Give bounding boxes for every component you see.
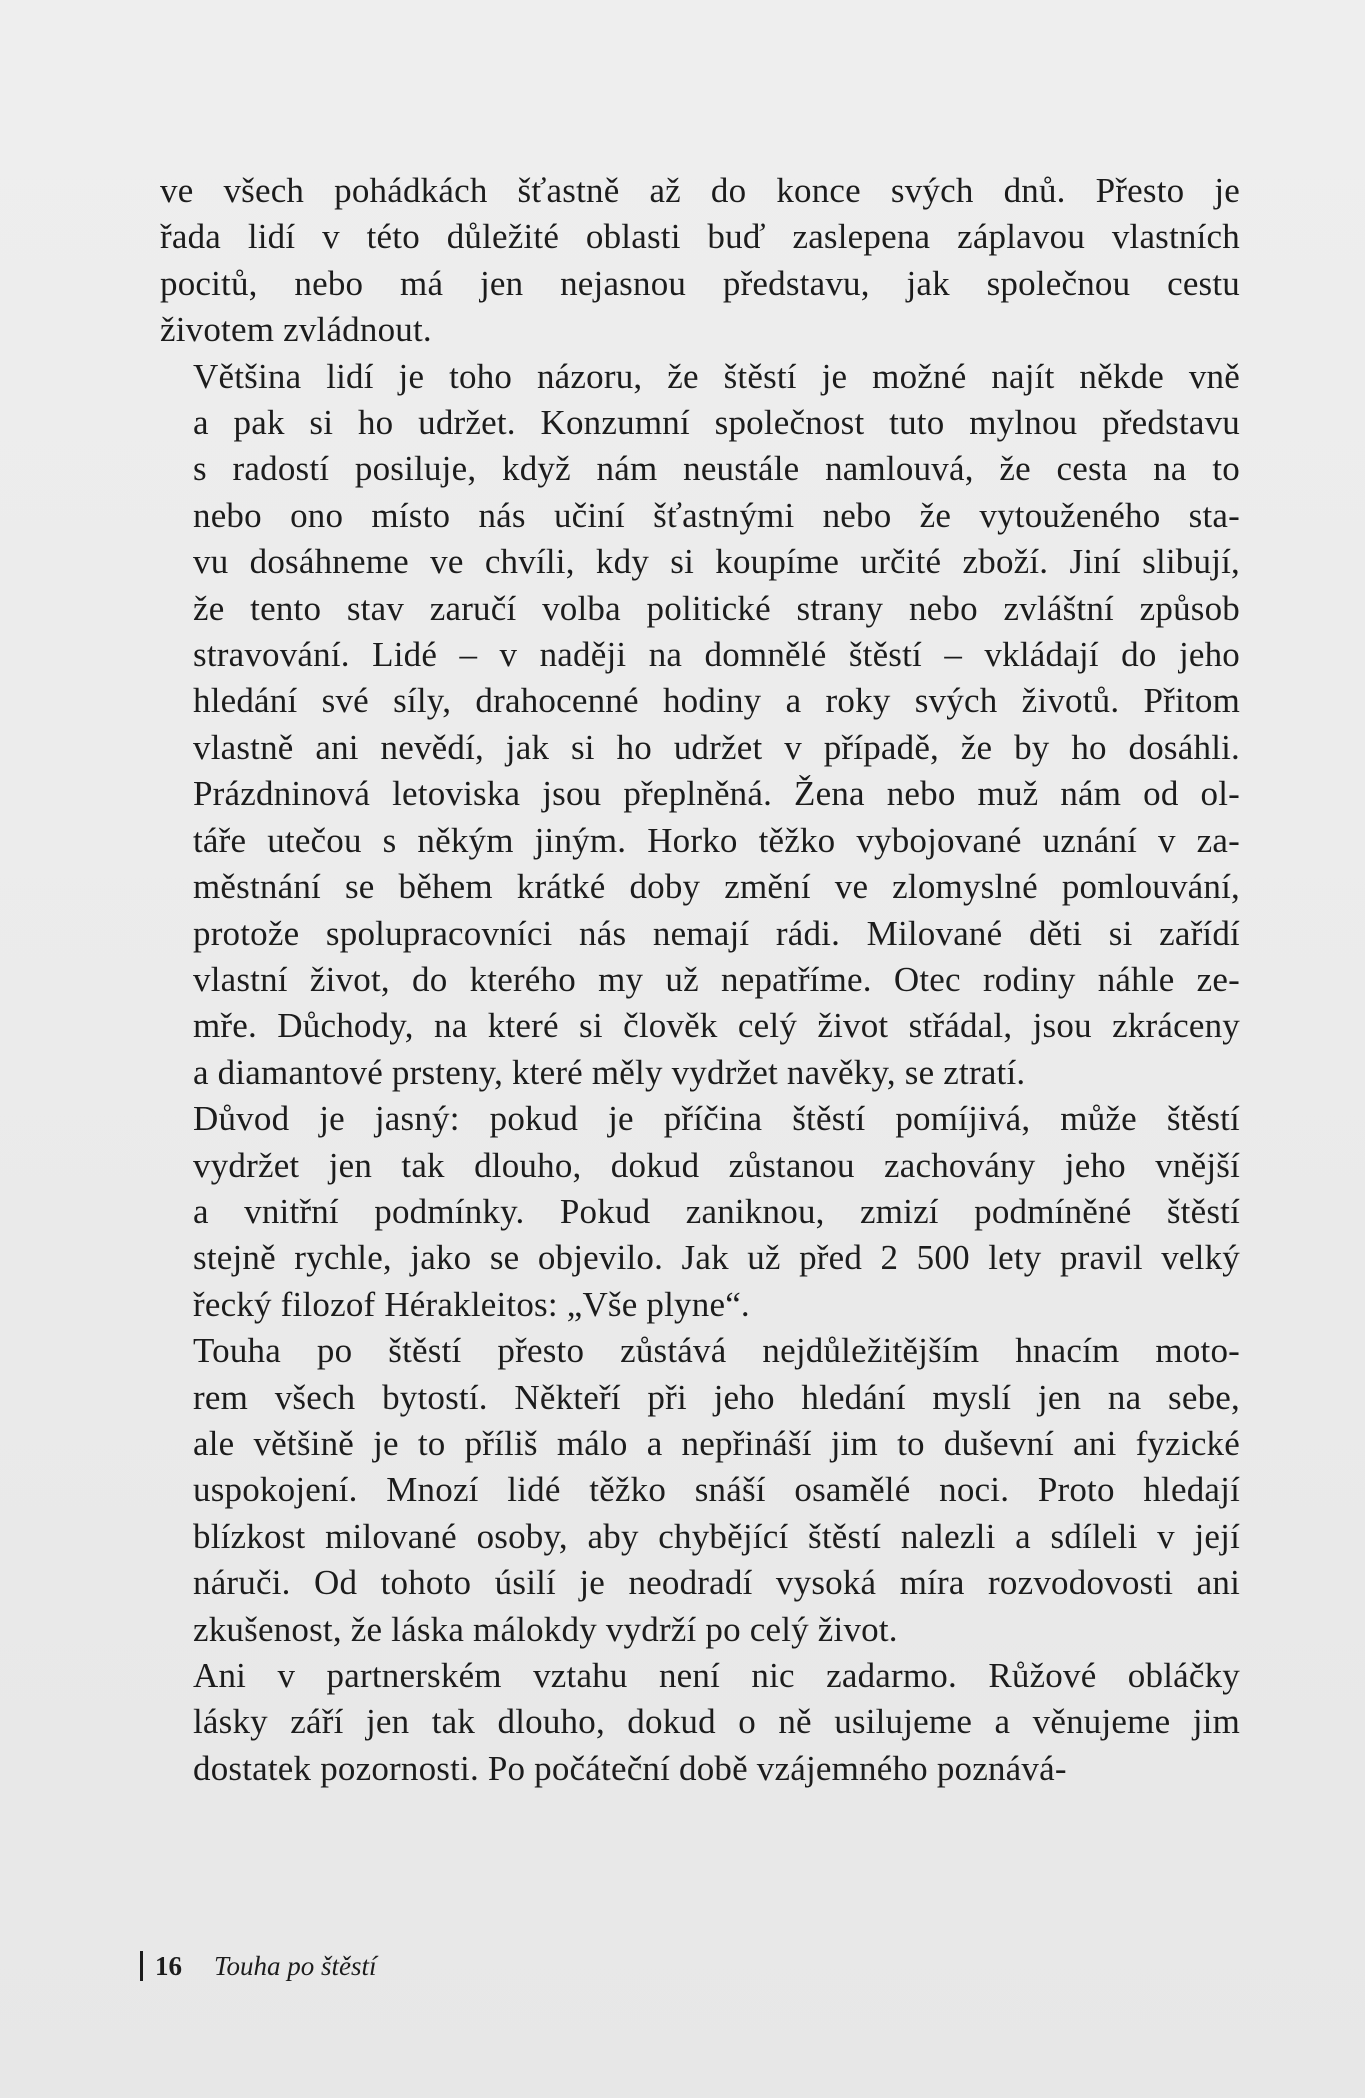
text-line: ale většině je to příliš málo a nepřináší jim to duševní ani fyzické (193, 1423, 1240, 1463)
paragraph (160, 1328, 1240, 1653)
page-footer (140, 1946, 377, 1986)
text-line: táře utečou s někým jiným. Horko těžko vybojované uznání v za- (193, 820, 1240, 860)
running-title: Touha po štěstí (214, 1950, 377, 1981)
text-line: městnání se během krátké doby změní ve zlomyslné pomlouvání, (193, 867, 1240, 907)
text-line: Většina lidí je toho názoru, že štěstí je možné najít někde vně (193, 356, 1240, 396)
text-line: Ani v partnerském vztahu není nic zadarmo. Růžové obláčky (193, 1656, 1240, 1695)
text-line: že tento stav zaručí volba politické strany nebo zvláštní způsob (193, 588, 1240, 628)
text-line: vydržet jen tak dlouho, dokud zůstanou zachovány jeho vnější (193, 1145, 1240, 1185)
text-line: a diamantové prsteny, které měly vydržet navěky, se ztratí. (193, 1052, 1026, 1092)
text-line: řecký filozof Hérakleitos: „Vše plyne“. (193, 1284, 750, 1324)
text-line: ve všech pohádkách šťastně až do konce svých dnů. Přesto je (160, 171, 1240, 210)
text-line: nebo ono místo nás učiní šťastnými nebo že vytouženého sta- (193, 495, 1240, 535)
text-line: uspokojení. Mnozí lidé těžko snáší osamělé noci. Proto hledají (193, 1470, 1240, 1510)
paragraph (160, 1096, 1240, 1328)
text-line: mře. Důchody, na které si člověk celý život střádal, jsou zkráceny (193, 1006, 1240, 1046)
text-line: s radostí posiluje, když nám neustále namlouvá, že cesta na to (193, 449, 1240, 489)
text-line: a vnitřní podmínky. Pokud zaniknou, zmizí podmíněné štěstí (193, 1191, 1240, 1231)
text-line: hledání své síly, drahocenné hodiny a roky svých životů. Přitom (193, 681, 1240, 721)
text-line: životem zvládnout. (160, 310, 432, 350)
text-line: protože spolupracovníci nás nemají rádi. Milované děti si zařídí (193, 913, 1240, 953)
text-line: stravování. Lidé – v naději na domnělé štěstí – vkládají do jeho (193, 635, 1240, 675)
text-line: vu dosáhneme ve chvíli, kdy si koupíme určité zboží. Jiní slibují, (193, 542, 1240, 582)
text-line: blízkost milované osoby, aby chybějící štěstí nalezli a sdíleli v její (193, 1516, 1240, 1556)
paragraph (160, 354, 1240, 1097)
text-line: pocitů, nebo má jen nejasnou představu, jak společnou cestu (160, 263, 1240, 303)
body-text (160, 168, 1240, 1792)
text-line: vlastní život, do kterého my už nepatříme. Otec rodiny náhle ze- (193, 959, 1240, 999)
text-line: zkušenost, že láska málokdy vydrží po celý život. (193, 1609, 898, 1649)
text-line: Důvod je jasný: pokud je příčina štěstí pomíjivá, může štěstí (193, 1099, 1240, 1139)
text-line: stejně rychle, jako se objevilo. Jak už před 2 500 lety pravil velký (193, 1238, 1240, 1278)
text-line: lásky září jen tak dlouho, dokud o ně usilujeme a věnujeme jim (193, 1702, 1240, 1742)
text-line: náruči. Od tohoto úsilí je neodradí vysoká míra rozvodovosti ani (193, 1563, 1240, 1603)
text-line: Touha po štěstí přesto zůstává nejdůležitějším hnacím moto- (193, 1331, 1240, 1371)
paragraph (160, 1653, 1240, 1792)
text-line: Prázdninová letoviska jsou přeplněná. Žena nebo muž nám od ol- (193, 774, 1240, 814)
footer-rule (140, 1951, 143, 1981)
page-number: 16 (155, 1950, 182, 1981)
text-line: a pak si ho udržet. Konzumní společnost tuto mylnou představu (193, 403, 1240, 443)
text-line: rem všech bytostí. Někteří při jeho hledání myslí jen na sebe, (193, 1377, 1240, 1417)
text-line: vlastně ani nevědí, jak si ho udržet v případě, že by ho dosáhli. (193, 727, 1240, 767)
text-line: řada lidí v této důležité oblasti buď zaslepena záplavou vlastních (160, 217, 1240, 257)
text-line: dostatek pozornosti. Po počáteční době vzájemného poznává- (193, 1748, 1067, 1788)
paragraph (160, 168, 1240, 354)
